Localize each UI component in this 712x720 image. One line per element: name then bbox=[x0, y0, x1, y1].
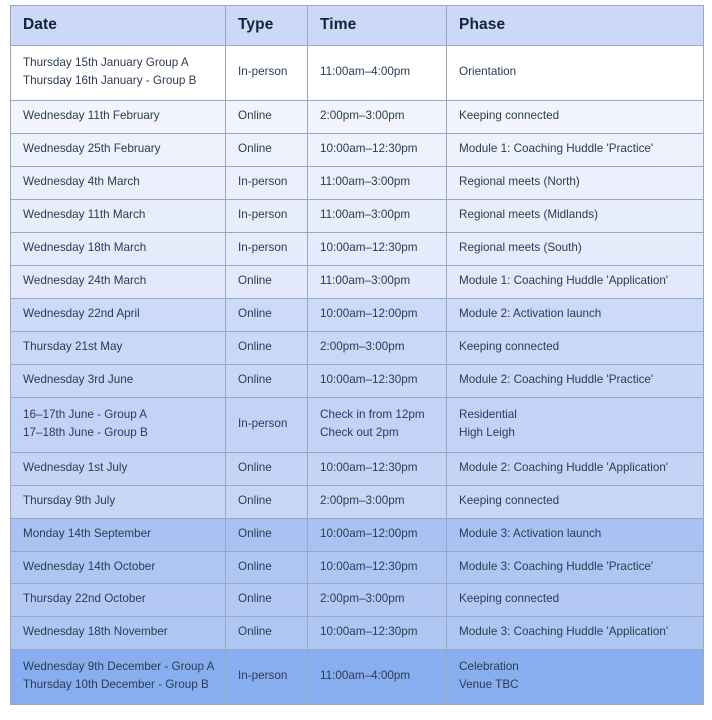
cell-phase-line: Module 3: Coaching Huddle 'Application' bbox=[459, 625, 669, 639]
cell-phase bbox=[447, 232, 704, 265]
cell-type bbox=[226, 452, 308, 485]
cell-phase-line: Orientation bbox=[459, 64, 517, 78]
cell-time bbox=[308, 485, 447, 518]
cell-phase bbox=[447, 133, 704, 166]
cell-phase bbox=[447, 397, 704, 452]
cell-date-line: Thursday 21st May bbox=[23, 339, 123, 353]
cell-date bbox=[11, 166, 226, 199]
cell-type-line: In-person bbox=[238, 174, 288, 188]
cell-time-line: 11:00am–3:00pm bbox=[320, 207, 411, 221]
cell-date-line: Monday 14th September bbox=[23, 526, 151, 540]
cell-phase-line: Module 2: Activation launch bbox=[459, 306, 602, 320]
cell-phase bbox=[447, 364, 704, 397]
table-row bbox=[11, 650, 704, 705]
cell-phase bbox=[447, 166, 704, 199]
cell-date-line: Wednesday 4th March bbox=[23, 174, 140, 188]
cell-phase-line: Regional meets (North) bbox=[459, 174, 580, 188]
cell-time-line: Check in from 12pm bbox=[320, 407, 425, 421]
cell-date-line: Wednesday 18th November bbox=[23, 625, 168, 639]
cell-time-line: 11:00am–3:00pm bbox=[320, 273, 411, 287]
cell-date-line: Wednesday 11th February bbox=[23, 108, 160, 122]
cell-time bbox=[308, 452, 447, 485]
cell-date-line: 17–18th June - Group B bbox=[23, 425, 148, 439]
cell-date bbox=[11, 397, 226, 452]
cell-date bbox=[11, 617, 226, 650]
column-header-date: Date bbox=[11, 6, 226, 46]
table-row bbox=[11, 485, 704, 518]
cell-phase bbox=[447, 551, 704, 584]
cell-phase bbox=[447, 452, 704, 485]
table-row bbox=[11, 265, 704, 298]
cell-time-line: 10:00am–12:30pm bbox=[320, 460, 418, 474]
cell-date-line: Wednesday 3rd June bbox=[23, 372, 134, 386]
cell-type bbox=[226, 265, 308, 298]
cell-date bbox=[11, 485, 226, 518]
cell-phase bbox=[447, 485, 704, 518]
cell-date bbox=[11, 584, 226, 617]
cell-type-line: Online bbox=[238, 306, 272, 320]
cell-time-line: 10:00am–12:30pm bbox=[320, 372, 418, 386]
cell-type-line: Online bbox=[238, 625, 272, 639]
table-row bbox=[11, 452, 704, 485]
cell-time bbox=[308, 166, 447, 199]
cell-type bbox=[226, 199, 308, 232]
cell-date bbox=[11, 199, 226, 232]
cell-phase-line: Regional meets (Midlands) bbox=[459, 207, 599, 221]
cell-phase bbox=[447, 584, 704, 617]
column-header-type: Type bbox=[226, 6, 308, 46]
cell-type bbox=[226, 551, 308, 584]
cell-phase bbox=[447, 265, 704, 298]
table-header bbox=[11, 6, 704, 46]
cell-phase-line: Keeping connected bbox=[459, 108, 560, 122]
table-row bbox=[11, 100, 704, 133]
cell-time bbox=[308, 584, 447, 617]
cell-type bbox=[226, 397, 308, 452]
cell-time bbox=[308, 650, 447, 705]
cell-phase bbox=[447, 298, 704, 331]
cell-phase bbox=[447, 100, 704, 133]
cell-time bbox=[308, 199, 447, 232]
cell-phase-line: Residential bbox=[459, 407, 517, 421]
cell-date-line: Thursday 16th January - Group B bbox=[23, 73, 197, 87]
cell-date bbox=[11, 46, 226, 101]
cell-time bbox=[308, 133, 447, 166]
cell-time bbox=[308, 298, 447, 331]
table-row bbox=[11, 584, 704, 617]
cell-time-line: 10:00am–12:30pm bbox=[320, 559, 418, 573]
cell-type-line: Online bbox=[238, 559, 272, 573]
cell-type-line: In-person bbox=[238, 207, 288, 221]
cell-phase-line: High Leigh bbox=[459, 425, 515, 439]
cell-type bbox=[226, 100, 308, 133]
cell-type-line: Online bbox=[238, 493, 272, 507]
cell-time-line: 2:00pm–3:00pm bbox=[320, 592, 405, 606]
cell-date bbox=[11, 452, 226, 485]
cell-date-line: Thursday 22nd October bbox=[23, 592, 146, 606]
cell-date bbox=[11, 133, 226, 166]
cell-date bbox=[11, 265, 226, 298]
table-row bbox=[11, 397, 704, 452]
cell-phase-line: Module 3: Activation launch bbox=[459, 526, 602, 540]
cell-time bbox=[308, 364, 447, 397]
cell-date bbox=[11, 100, 226, 133]
cell-date-line: Thursday 9th July bbox=[23, 493, 116, 507]
table-header-row bbox=[11, 6, 704, 46]
cell-type-line: In-person bbox=[238, 416, 288, 430]
cell-date-line: Wednesday 9th December - Group A bbox=[23, 660, 215, 674]
cell-date-line: Wednesday 24th March bbox=[23, 273, 147, 287]
cell-phase-line: Venue TBC bbox=[459, 678, 519, 692]
cell-time bbox=[308, 518, 447, 551]
cell-type bbox=[226, 331, 308, 364]
cell-type-line: Online bbox=[238, 339, 272, 353]
cell-time-line: 11:00am–3:00pm bbox=[320, 174, 411, 188]
cell-time bbox=[308, 265, 447, 298]
cell-type bbox=[226, 584, 308, 617]
cell-type-line: In-person bbox=[238, 669, 288, 683]
cell-time-line: 2:00pm–3:00pm bbox=[320, 339, 405, 353]
cell-time bbox=[308, 617, 447, 650]
cell-time-line: 2:00pm–3:00pm bbox=[320, 108, 405, 122]
cell-phase bbox=[447, 617, 704, 650]
cell-date bbox=[11, 232, 226, 265]
cell-date bbox=[11, 650, 226, 705]
cell-type bbox=[226, 485, 308, 518]
cell-date bbox=[11, 518, 226, 551]
cell-time-line: 10:00am–12:30pm bbox=[320, 240, 418, 254]
cell-time bbox=[308, 397, 447, 452]
cell-time-line: 11:00am–4:00pm bbox=[320, 64, 411, 78]
cell-phase bbox=[447, 331, 704, 364]
table-row bbox=[11, 551, 704, 584]
cell-time bbox=[308, 232, 447, 265]
cell-phase-line: Module 1: Coaching Huddle 'Application' bbox=[459, 273, 669, 287]
cell-time bbox=[308, 100, 447, 133]
cell-type-line: In-person bbox=[238, 240, 288, 254]
cell-phase-line: Celebration bbox=[459, 660, 519, 674]
cell-date-line: Wednesday 18th March bbox=[23, 240, 147, 254]
cell-phase bbox=[447, 199, 704, 232]
cell-date bbox=[11, 298, 226, 331]
cell-phase-line: Module 1: Coaching Huddle 'Practice' bbox=[459, 141, 654, 155]
cell-time-line: 11:00am–4:00pm bbox=[320, 669, 411, 683]
cell-type bbox=[226, 232, 308, 265]
cell-phase bbox=[447, 46, 704, 101]
cell-time bbox=[308, 331, 447, 364]
cell-type bbox=[226, 166, 308, 199]
cell-time-line: 10:00am–12:00pm bbox=[320, 306, 418, 320]
cell-phase-line: Keeping connected bbox=[459, 592, 560, 606]
cell-time bbox=[308, 46, 447, 101]
cell-phase-line: Keeping connected bbox=[459, 339, 560, 353]
cell-type-line: Online bbox=[238, 141, 272, 155]
cell-phase-line: Module 3: Coaching Huddle 'Practice' bbox=[459, 559, 654, 573]
cell-time-line: Check out 2pm bbox=[320, 425, 399, 439]
table-row bbox=[11, 166, 704, 199]
table-row bbox=[11, 232, 704, 265]
cell-type bbox=[226, 364, 308, 397]
cell-type bbox=[226, 46, 308, 101]
table-row bbox=[11, 298, 704, 331]
cell-type-line: Online bbox=[238, 592, 272, 606]
cell-time-line: 10:00am–12:00pm bbox=[320, 526, 418, 540]
cell-type bbox=[226, 518, 308, 551]
cell-phase bbox=[447, 518, 704, 551]
programme-schedule-table bbox=[10, 5, 704, 705]
cell-date-line: 16–17th June - Group A bbox=[23, 407, 148, 421]
cell-type bbox=[226, 617, 308, 650]
cell-phase-line: Module 2: Coaching Huddle 'Application' bbox=[459, 460, 669, 474]
cell-type-line: Online bbox=[238, 460, 272, 474]
cell-type-line: Online bbox=[238, 526, 272, 540]
cell-phase-line: Module 2: Coaching Huddle 'Practice' bbox=[459, 372, 654, 386]
cell-time bbox=[308, 551, 447, 584]
cell-time-line: 10:00am–12:30pm bbox=[320, 141, 418, 155]
cell-type-line: Online bbox=[238, 372, 272, 386]
column-header-time: Time bbox=[308, 6, 447, 46]
cell-time-line: 2:00pm–3:00pm bbox=[320, 493, 405, 507]
cell-type bbox=[226, 133, 308, 166]
table-row bbox=[11, 46, 704, 101]
table-row bbox=[11, 331, 704, 364]
column-header-phase: Phase bbox=[447, 6, 704, 46]
table-row bbox=[11, 199, 704, 232]
cell-phase-line: Keeping connected bbox=[459, 493, 560, 507]
cell-date-line: Wednesday 25th February bbox=[23, 141, 161, 155]
cell-type bbox=[226, 298, 308, 331]
cell-date-line: Wednesday 22nd April bbox=[23, 306, 140, 320]
cell-type bbox=[226, 650, 308, 705]
cell-date-line: Thursday 15th January Group A bbox=[23, 56, 189, 69]
table-row bbox=[11, 617, 704, 650]
table-row bbox=[11, 133, 704, 166]
cell-type-line: In-person bbox=[238, 64, 288, 78]
cell-date-line: Thursday 10th December - Group B bbox=[23, 678, 209, 692]
cell-date bbox=[11, 364, 226, 397]
cell-date bbox=[11, 551, 226, 584]
table-row bbox=[11, 364, 704, 397]
table-body bbox=[11, 46, 704, 705]
cell-phase bbox=[447, 650, 704, 705]
cell-time-line: 10:00am–12:30pm bbox=[320, 625, 418, 639]
cell-date-line: Wednesday 14th October bbox=[23, 559, 156, 573]
cell-type-line: Online bbox=[238, 273, 272, 287]
cell-date bbox=[11, 331, 226, 364]
cell-date-line: Wednesday 1st July bbox=[23, 460, 128, 474]
cell-date-line: Wednesday 11th March bbox=[23, 207, 146, 221]
cell-phase-line: Regional meets (South) bbox=[459, 240, 582, 254]
cell-type-line: Online bbox=[238, 108, 272, 122]
table-row bbox=[11, 518, 704, 551]
